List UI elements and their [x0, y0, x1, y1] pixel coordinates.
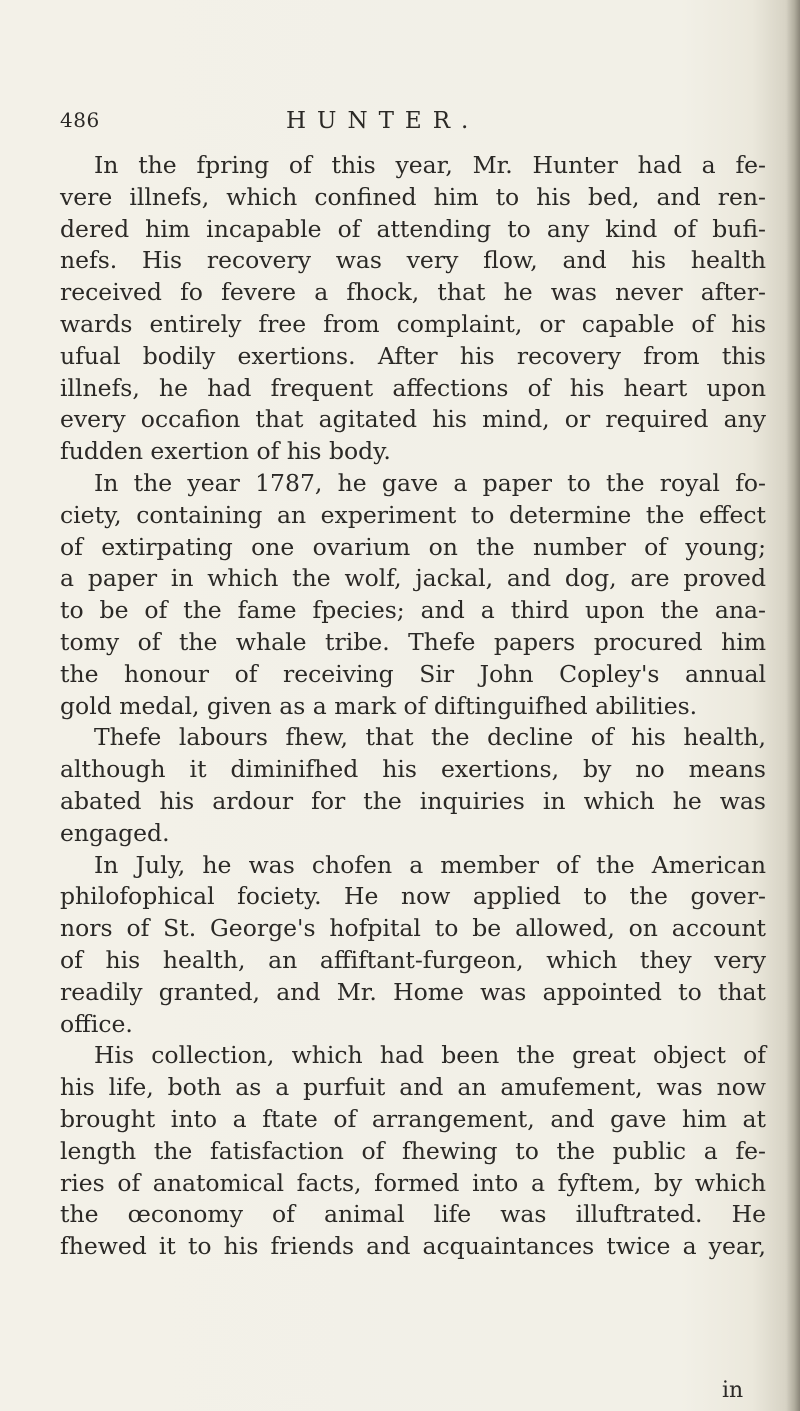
- text-line: dered him incapable of attending to any kind of bufi-: [60, 214, 766, 243]
- text-line: every occafion that agitated his mind, or required any: [60, 405, 766, 434]
- text-line: In the fpring of this year, Mr. Hunter had a fe-: [94, 151, 766, 179]
- page-header: [60, 108, 760, 140]
- text-line: nefs. His recovery was very flow, and his health: [60, 246, 766, 275]
- text-line: wards entirely free from complaint, or capable of his: [60, 309, 766, 338]
- text-line: the honour of receiving Sir John Copley's annual: [60, 659, 766, 688]
- text-line: abated his ardour for the inquiries in which he was: [60, 786, 766, 815]
- text-line: brought into a ftate of arrangement, and gave him at: [60, 1104, 766, 1133]
- text-line: readily granted, and Mr. Home was appointed to that: [60, 977, 766, 1006]
- catchword: in: [722, 1378, 744, 1403]
- text-line: a paper in which the wolf, jackal, and dog, are proved: [60, 564, 766, 593]
- text-line: illnefs, he had frequent affections of his heart upon: [60, 373, 766, 402]
- text-line: Thefe labours fhew, that the decline of his health,: [94, 723, 766, 752]
- text-line: his life, both as a purfuit and an amufement, was now: [60, 1073, 766, 1102]
- text-line: ufual bodily exertions. After his recovery from this: [60, 341, 766, 370]
- text-line: vere illnefs, which confined him to his bed, and ren-: [60, 182, 766, 211]
- text-line: fhewed it to his friends and acquaintances twice a year,: [60, 1232, 766, 1261]
- text-line: office.: [60, 1009, 133, 1038]
- text-line: of his health, an affiftant-furgeon, which they very: [60, 945, 766, 974]
- text-line: to be of the fame fpecies; and a third upon the ana-: [60, 596, 766, 625]
- text-line: although it diminifhed his exertions, by no means: [60, 755, 766, 784]
- text-line: fudden exertion of his body.: [60, 437, 391, 466]
- text-line: gold medal, given as a mark of diftinguifhed abilities.: [60, 691, 698, 720]
- text-line: the œconomy of animal life was illuftrated. He: [60, 1200, 766, 1229]
- running-head: HUNTER.: [286, 108, 480, 134]
- body-text: [60, 150, 766, 1263]
- text-line: received fo fevere a fhock, that he was never after-: [60, 278, 766, 307]
- text-line: ciety, containing an experiment to determine the effect: [60, 500, 766, 529]
- text-line: philofophical fociety. He now applied to the gover-: [60, 882, 766, 911]
- text-line: engaged.: [60, 818, 170, 847]
- page-edge-shadow: [786, 0, 800, 1411]
- page-number: 486: [60, 108, 100, 132]
- text-line: of extirpating one ovarium on the number of young;: [60, 532, 766, 561]
- text-line: tomy of the whale tribe. Thefe papers procured him: [60, 627, 766, 656]
- text-line: His collection, which had been the great object of: [94, 1041, 766, 1070]
- text-line: length the fatisfaction of fhewing to the public a fe-: [60, 1136, 766, 1165]
- text-line: nors of St. George's hofpital to be allowed, on account: [60, 914, 766, 943]
- text-line: In July, he was chofen a member of the American: [94, 850, 766, 879]
- text-line: ries of anatomical facts, formed into a fyftem, by which: [60, 1168, 766, 1197]
- text-line: In the year 1787, he gave a paper to the royal fo-: [94, 468, 766, 497]
